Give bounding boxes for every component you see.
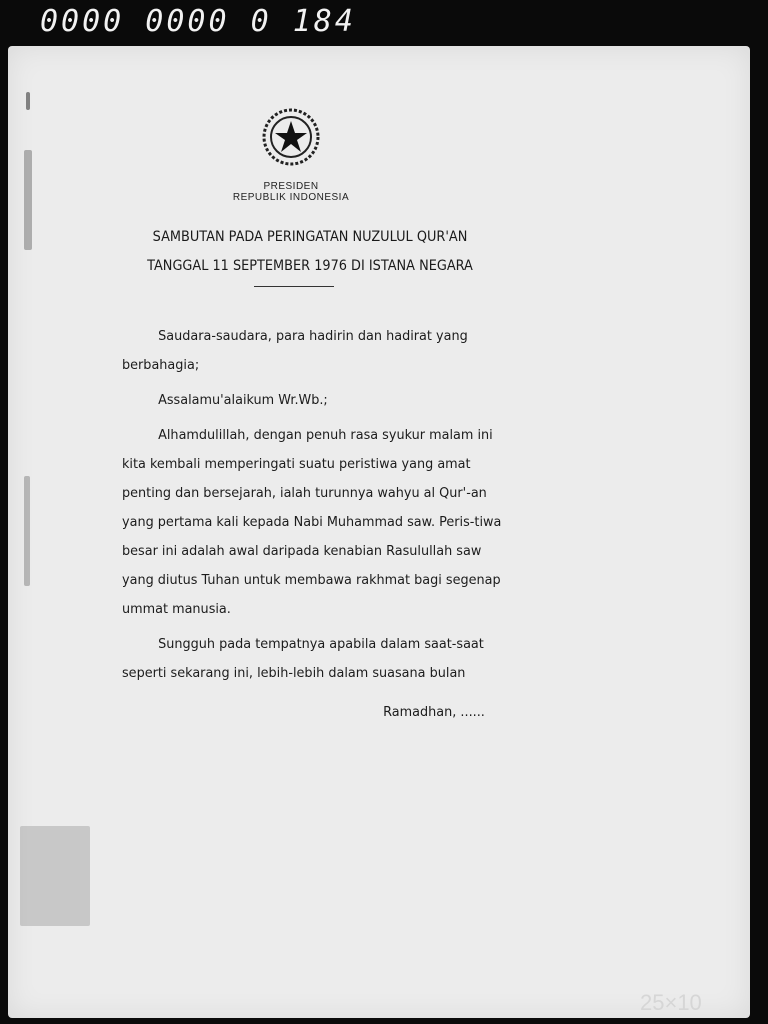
- second-paragraph: Sungguh pada tempatnya apabila dalam saat-saat seperti sekarang ini, lebih-lebih dalam suasana bulan: [122, 636, 484, 681]
- title-underline: [254, 286, 334, 287]
- salutation-paragraph: Saudara-saudara, para hadirin dan hadirat yang berbahagia;: [122, 328, 468, 373]
- letterhead-republik-indonesia: REPUBLIK INDONESIA: [232, 192, 350, 203]
- scan-artifact: [24, 476, 30, 586]
- scan-artifact: [26, 92, 30, 110]
- scan-artifact: [24, 150, 32, 250]
- film-frame-number: 0000 0000 0 184: [40, 4, 356, 39]
- letterhead-presiden: PRESIDEN: [263, 181, 319, 192]
- opening-paragraph: Alhamdulillah, dengan penuh rasa syukur malam ini kita kembali memperingati suatu peristiwa yang amat penting dan bersejarah, ialah turunnya wahyu al Qur'-an yang pertama kali kepada Nabi Muhammad saw. Peris-tiwa besar ini adalah awal daripada kenabian Rasulullah saw yang diutus Tuhan untuk membawa rakhmat bagi segenap ummat manusia.: [122, 427, 502, 617]
- greeting-paragraph: Assalamu'alaikum Wr.Wb.;: [158, 392, 328, 408]
- document-title-line2: TANGGAL 11 SEPTEMBER 1976 DI ISTANA NEGARA: [147, 258, 473, 274]
- garuda-star-emblem-icon: [260, 106, 322, 168]
- scan-artifact: [20, 826, 90, 926]
- film-watermark: 25×10: [640, 990, 702, 1015]
- continuation-marker: Ramadhan, ......: [383, 704, 485, 720]
- speech-body: [122, 322, 502, 733]
- document-title-line1: SAMBUTAN PADA PERINGATAN NUZULUL QUR'AN: [152, 229, 468, 245]
- film-border: [750, 46, 768, 1024]
